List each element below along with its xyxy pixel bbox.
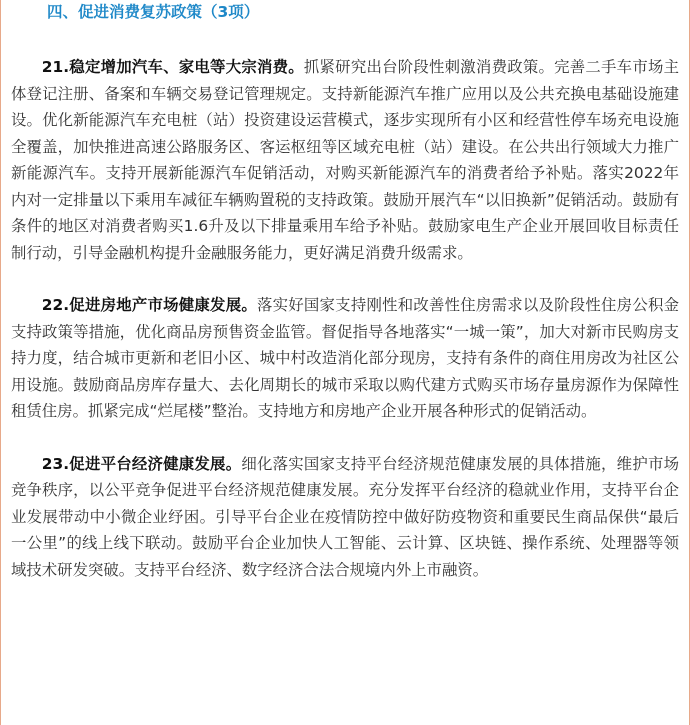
policy-paragraph-22 <box>11 292 679 425</box>
policy-heading-23: 23.促进平台经济健康发展。 <box>41 454 242 473</box>
policy-heading-21: 21.稳定增加汽车、家电等大宗消费。 <box>41 58 304 76</box>
policy-heading-22: 22.促进房地产市场健康发展。 <box>41 296 257 314</box>
policy-body-21: 抓紧研究出台阶段性刺激消费政策。完善二手车市场主体登记注册、备案和车辆交易登记管理规定。支持新能源汽车推广应用以及公共充换电基础设施建设。优化新能源汽车充电桩（站）投资建设运营模式，逐步实现所有小区和经营性停车场充电设施全覆盖，加快推进高速公路服务区、客运枢纽等区域充电桩（站）建设。在公共出行领域大力推广新能源汽车。支持开展新能源汽车促销活动，对购买新能源汽车的消费者给予补贴。落实2022年内对一定排量以下乘用车减征车辆购置税的支持政策。鼓励开展汽车“以旧换新”促销活动。鼓励有条件的地区对消费者购买1.6升及以下排量乘用车给予补贴。鼓励家电生产企业开展回收目标责任制行动，引导金融机构提升金融服务能力，更好满足消费升级需求。 <box>11 58 679 262</box>
policy-paragraph-21 <box>11 54 679 266</box>
policy-body-22: 落实好国家支持刚性和改善性住房需求以及阶段性住房公积金支持政策等措施，优化商品房预售资金监管。督促指导各地落实“一城一策”，加大对新市民购房支持力度，结合城市更新和老旧小区、城中村改造消化部分现房，支持有条件的商住用房改为社区公用设施。鼓励商品房库存量大、去化周期长的城市采取以购代建方式购买市场存量房源作为保障性租赁住房。抓紧完成“烂尾楼”整治。支持地方和房地产企业开展各种形式的促销活动。 <box>11 296 679 420</box>
section-title: 四、促进消费复苏政策（3项） <box>47 3 260 21</box>
policy-paragraph-23 <box>11 451 679 584</box>
policy-body-23: 细化落实国家支持平台经济规范健康发展的具体措施，维护市场竞争秩序，以公平竞争促进平台经济规范健康发展。充分发挥平台经济的稳就业作用，支持平台企业发展带动中小微企业纾困。引导平台企业在疫情防控中做好防疫物资和重要民生商品保供“最后一公里”的线上线下联动。鼓励平台企业加快人工智能、云计算、区块链、操作系统、处理器等领域技术研发突破。支持平台经济、数字经济合法合规境内外上市融资。 <box>11 454 679 579</box>
